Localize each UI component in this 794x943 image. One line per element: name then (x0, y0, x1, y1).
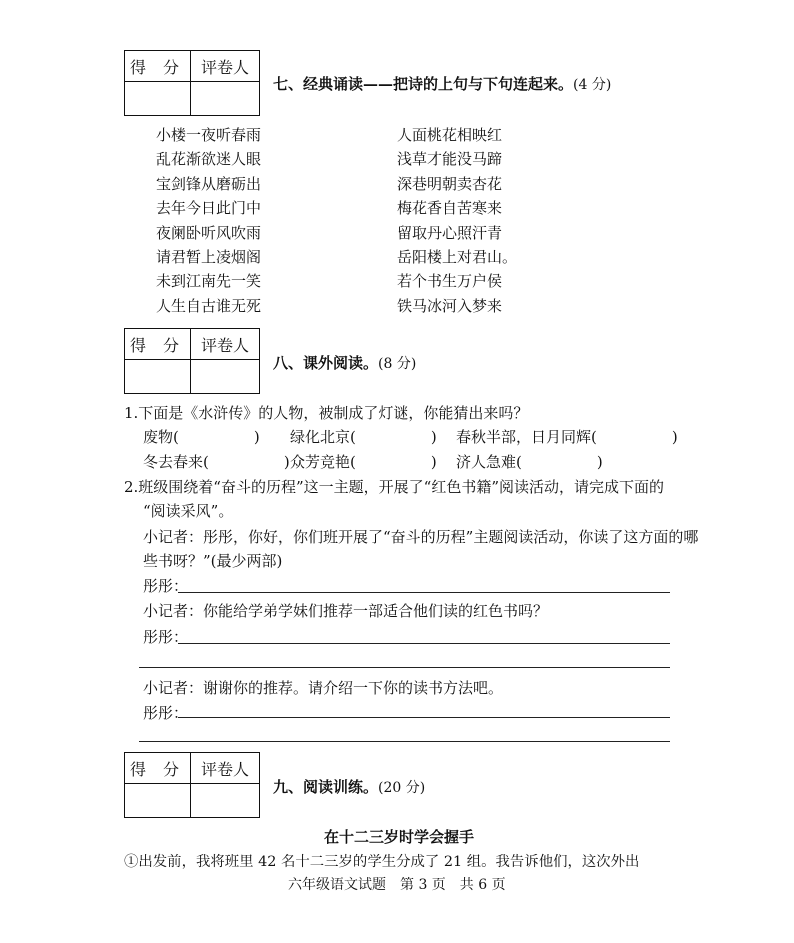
grader-label: 评卷人 (200, 58, 249, 77)
reporter-question-2: 小记者：你能给学弟学妹们推荐一部适合他们读的红色书吗？ (143, 602, 549, 620)
answer-line[interactable] (178, 643, 670, 644)
poem-line: 铁马冰河入梦来 (397, 296, 503, 315)
poem-line: 深巷明朝卖杏花 (397, 174, 503, 193)
passage-title: 在十二三岁时学会握手 (324, 828, 475, 846)
poem-line: 人生自古谁无死 (156, 296, 262, 315)
poem-line: 小楼一夜听春雨 (156, 126, 262, 144)
answer-line[interactable] (139, 667, 670, 668)
score-box (124, 328, 260, 394)
section-8-points: (8 分) (378, 356, 417, 372)
poem-line: 夜阑卧听风吹雨 (156, 223, 262, 242)
answer-line[interactable] (178, 717, 670, 718)
poem-line: 请君暂上凌烟阁 (156, 247, 262, 266)
answer-label: 彤彤： (143, 704, 189, 722)
score-label: 得 分 (129, 760, 186, 779)
reporter-question-3: 小记者：谢谢你的推荐。请介绍一下你的读书方法吧。 (143, 679, 504, 697)
score-box (124, 50, 260, 116)
section-9-points: (20 分) (378, 780, 426, 796)
section-8-title: 八、课外阅读。(8 分) (273, 354, 417, 372)
poem-line: 浅草才能没马蹄 (397, 150, 503, 169)
poem-line: 宝剑锋从磨砺出 (156, 174, 262, 193)
answer-label: 彤彤： (143, 628, 189, 646)
answer-line[interactable] (178, 592, 670, 593)
score-box (124, 752, 260, 818)
poem-line: 留取丹心照汗青 (397, 223, 503, 242)
riddle-item: 废物( ) (143, 428, 260, 446)
reporter-question-1-cont: 些书呀？”(最少两部) (143, 552, 283, 570)
riddle-item: 春秋半部，日月同辉( ) (456, 428, 678, 446)
poem-line: 乱花渐欲迷人眼 (156, 150, 262, 169)
page-footer: 六年级语文试题 第 3 页 共 6 页 (288, 877, 506, 893)
section-7-title: 七、经典诵读——把诗的上句与下句连起来。(4 分) (273, 75, 612, 93)
passage-paragraph: ①出发前，我将班里 42 名十二三岁的学生分成了 21 组。我告诉他们，这次外出 (124, 854, 640, 870)
riddle-item: 冬去春来( ) (143, 453, 290, 471)
poem-line: 未到江南先一笑 (156, 272, 262, 291)
reporter-question-1: 小记者：彤彤，你好，你们班开展了“奋斗的历程”主题阅读活动，你读了这方面的哪 (143, 528, 699, 546)
question-2-prompt: 2.班级围绕着“奋斗的历程”这一主题，开展了“红色书籍”阅读活动，请完成下面的 (124, 478, 664, 496)
riddle-item: 济人急难( ) (456, 453, 603, 471)
grader-label: 评卷人 (200, 760, 249, 779)
poem-line: 梅花香自苦寒来 (397, 199, 503, 218)
poem-line: 去年今日此门中 (156, 199, 262, 218)
riddle-item: 众芳竞艳( ) (290, 453, 437, 471)
poem-line: 人面桃花相映红 (397, 126, 503, 144)
poem-line: 若个书生万户侯 (397, 272, 503, 291)
score-label: 得 分 (129, 58, 186, 77)
poem-right-column (397, 123, 517, 318)
answer-label: 彤彤： (143, 577, 189, 595)
section-9-title: 九、阅读训练。(20 分) (273, 778, 426, 796)
question-2-prompt-cont: “阅读采风”。 (143, 502, 234, 520)
poem-line: 岳阳楼上对君山。 (397, 247, 518, 266)
answer-line[interactable] (139, 741, 670, 742)
score-label: 得 分 (129, 336, 186, 355)
poem-left-column (156, 123, 261, 318)
question-1-prompt: 1.下面是《水浒传》的人物，被制成了灯谜，你能猜出来吗？ (124, 404, 529, 422)
grader-label: 评卷人 (200, 336, 249, 355)
riddle-item: 绿化北京( ) (290, 428, 437, 446)
section-7-points: (4 分) (573, 77, 612, 93)
